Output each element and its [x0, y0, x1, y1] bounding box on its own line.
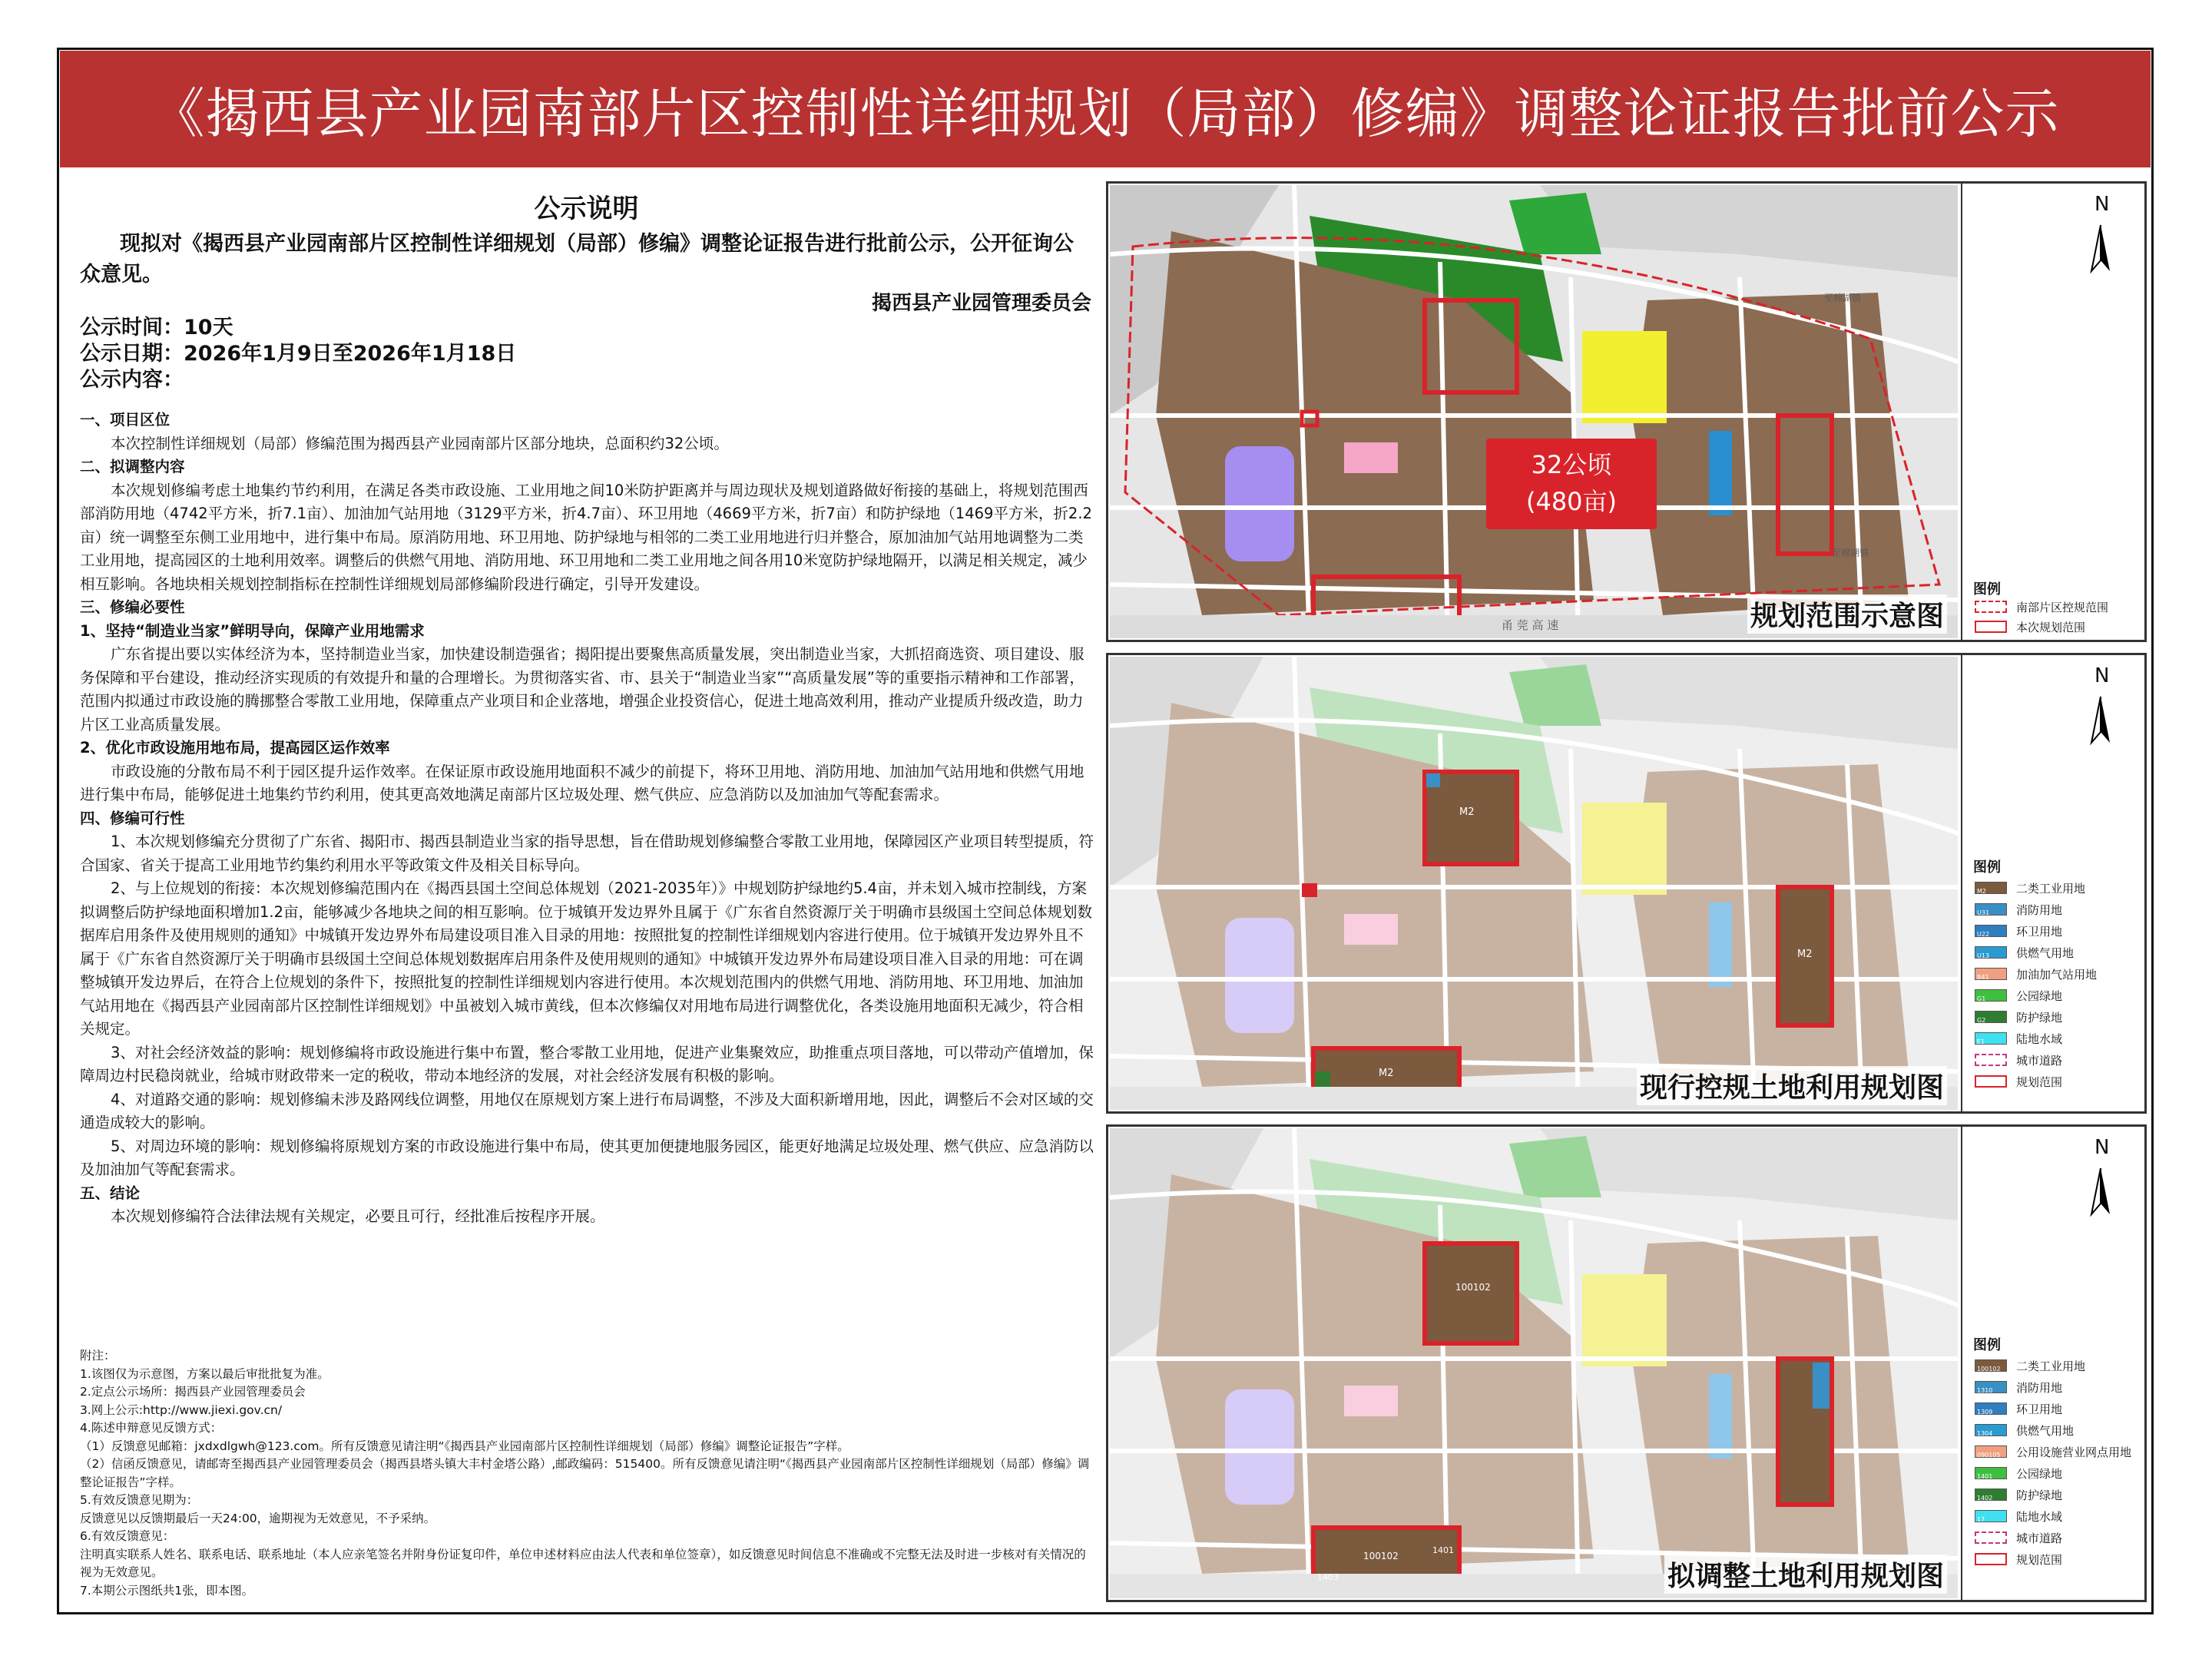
legend-swatch: [1975, 989, 2007, 1002]
section-heading: 一、项目区位: [80, 411, 171, 429]
section-text: 本次控制性详细规划（局部）修编范围为揭西县产业园南部片区部分地块，总面积约32公顷。: [111, 434, 729, 452]
subsection-heading: 1、坚持“制造业当家”鲜明导向，保障产业用地需求: [80, 621, 425, 640]
legend-label: 陆地水域: [2016, 1509, 2063, 1524]
legend-label: 供燃气用地: [2016, 945, 2075, 960]
legend-code: U31: [1977, 909, 1990, 916]
legend-item: [1975, 1486, 2062, 1503]
legend-code: 100102: [1977, 1366, 2001, 1373]
map-proposed[interactable]: [1110, 1128, 1958, 1598]
legend-label: 公园绿地: [2016, 988, 2063, 1003]
legend-label: 二类工业用地: [2016, 1359, 2086, 1373]
note-line: （1）反馈意见邮箱：jxdxdlgwh@123.com。所有反馈意见请注明“《揭西县产业园南部片区控制性详细规划（局部）修编》调整论证报告”字样。: [80, 1439, 849, 1453]
legend-swatch: [1975, 882, 2007, 894]
legend-label: 公用设施营业网点用地: [2016, 1445, 2132, 1459]
legend-item: [1975, 922, 2062, 939]
legend-scope: [1961, 184, 2144, 640]
section-text: 4、对道路交通的影响：规划修编未涉及路网线位调整，用地仅在原规划方案上进行布局调整，不涉及大面积新增用地，因此，调整后不会对区域的交通造成较大的影响。: [80, 1090, 1094, 1131]
legend-swatch: [1975, 621, 2007, 633]
legend-swatch: [1975, 1445, 2007, 1458]
parcel-label: M2: [1459, 806, 1475, 818]
callout-area: 32公顷: [1531, 450, 1612, 479]
legend-item: [1975, 1465, 2062, 1482]
legend-code: 1304: [1977, 1430, 1993, 1437]
note-line: 注明真实联系人姓名、联系电话、联系地址（本人应亲笔签名并附身份证复印件，单位申述材料应由法人代表和单位签章），如反馈意见时间信息不准确或不完整无法及时进一步核对有关情况的视为无效意见。: [80, 1547, 1086, 1579]
legend-title: 图例: [1973, 1337, 2001, 1353]
map-proposed-drawing: [1110, 1128, 1958, 1598]
legend-label: 环卫用地: [2016, 1402, 2063, 1416]
section-text: 本次规划修编考虑土地集约节约利用，在满足各类市政设施、工业用地之间10米防护距离并与周边现状及规划道路做好衔接的基础上，将规划范围西部消防用地（4742平方米，折7.1亩）、加油加气站用地（3129平方米，折4.7亩）、环卫用地（4669平方米，折7亩）和防护绿地（1469平方米，折2.2亩）统一调整至东侧工业用地中，进行集中布局。原消防用地、环卫用地、防护绿地与相邻的二类工业用地进行归并整合，原加油加气站用地调整为二类工业用地，提高园区的土地利用效率。调整后的供燃气用地、消防用地、环卫用地和二类工业用地之间各用10米宽防护绿地隔开，以满足相关规定，减少相互影响。各地块相关规划控制指标在控制性详细规划局部修编阶段进行确定，引导开发建设。: [80, 481, 1092, 593]
legend-current: [1961, 655, 2144, 1111]
north-label: N: [2094, 664, 2110, 687]
legend-swatch: [1975, 925, 2007, 937]
legend-swatch: [1975, 1467, 2007, 1479]
parcel-label: 1401: [1432, 1545, 1454, 1555]
section-text: 3、对社会经济效益的影响：规划修编将市政设施进行集中布置，整合零散工业用地，促进产业集聚效应，助推重点项目落地，可以带动产值增加，保障周边村民稳岗就业，给城市财政带来一定的税收，带动本地经济的发展，对社会经济发展有积极的影响。: [80, 1043, 1094, 1084]
legend-code: 17: [1977, 1516, 1985, 1523]
map-current[interactable]: [1110, 657, 1958, 1110]
legend-label: 环卫用地: [2016, 924, 2063, 939]
north-label: N: [2094, 1136, 2110, 1159]
legend-item: [1975, 1529, 2062, 1546]
note-line: 6.有效反馈意见：: [80, 1529, 175, 1543]
notice-org: 揭西县产业园管理委员会: [871, 292, 1091, 315]
legend-item: [1975, 901, 2062, 918]
map-panel-scope: [1106, 181, 2147, 642]
page-title: 《揭西县产业园南部片区控制性详细规划（局部）修编》调整论证报告批前公示: [151, 81, 2060, 145]
legend-title: 图例: [1973, 859, 2001, 876]
legend-item: [1975, 1400, 2062, 1417]
notice-intro: 现拟对《揭西县产业园南部片区控制性详细规划（局部）修编》调整论证报告进行批前公示，公开征询公众意见。: [80, 232, 1074, 286]
parcel-label: 100102: [1455, 1282, 1491, 1293]
legend-item: [1975, 944, 2074, 961]
legend-item: [1975, 1422, 2074, 1439]
legend-item: [1975, 965, 2097, 982]
legend-swatch: [1975, 1532, 2007, 1544]
subsection-heading: 2、优化市政设施用地布局，提高园区运作效率: [80, 739, 390, 757]
parcel-label: M2: [1379, 1068, 1394, 1079]
section-heading: 二、拟调整内容: [80, 458, 185, 475]
section-text: 市政设施的分散布局不利于园区提升运作效率。在保证原市政设施用地面积不减少的前提下，将环卫用地、消防用地、加油加气站用地和供燃气用地进行集中布局，能够促进土地集约节约利用，使其更高效地满足南部片区垃圾处理、燃气供应、应急消防以及加油加气等配套需求。: [80, 762, 1084, 803]
legend-label: 消防用地: [2016, 902, 2063, 917]
note-line: （2）信函反馈意见，请邮寄至揭西县产业园管理委员会（揭西县塔头镇大丰村金塔公路）,邮政编码：515400。所有反馈意见请注明“《揭西县产业园南部片区控制性详细规划（局部）修编》调整论证报告”字样。: [80, 1457, 1090, 1489]
legend-swatch: [1975, 968, 2007, 980]
section-heading: 五、结论: [80, 1184, 141, 1202]
legend-code: G2: [1977, 1017, 1986, 1024]
legend-label: 公园绿地: [2016, 1466, 2063, 1481]
legend-swatch: [1975, 1381, 2007, 1393]
legend-code: U13: [1977, 952, 1990, 959]
legend-code: 1309: [1977, 1409, 1993, 1416]
legend-code: U22: [1977, 931, 1990, 938]
map-scope-title: 规划范围示意图: [1747, 594, 1947, 634]
expressway-label: 甬 莞 高 速: [1502, 618, 1559, 632]
map-scope[interactable]: [1110, 185, 1958, 638]
legend-swatch: [1975, 1402, 2007, 1415]
note-line: 2.定点公示场所：揭西县产业园管理委员会: [80, 1385, 306, 1399]
map-panel-proposed: [1106, 1124, 2147, 1602]
legend-item: 南部片区控规范围: [1975, 598, 2108, 615]
area-callout: [1486, 439, 1657, 529]
legend-item: [1975, 1379, 2062, 1396]
note-line: 3.网上公示:http://www.jiexi.gov.cn/: [80, 1402, 283, 1417]
legend-code: 090105: [1977, 1452, 2001, 1459]
notice-body: [80, 409, 1095, 1229]
north-label: N: [2094, 193, 2110, 216]
legend-item: [1975, 879, 2085, 896]
legend-item: [1975, 1008, 2062, 1025]
title-banner: [60, 51, 2151, 167]
notice-dates: 公示日期：2026年1月9日至2026年1月18日: [80, 342, 517, 366]
legend-swatch: [1975, 1011, 2007, 1023]
legend-label: 供燃气用地: [2016, 1423, 2075, 1438]
legend-swatch: [1975, 1424, 2007, 1436]
map-proposed-title: 拟调整土地利用规划图: [1664, 1555, 1947, 1594]
legend-item: [1975, 1443, 2131, 1460]
legend-item: [1975, 1357, 2085, 1374]
town-label: 至棉湖镇: [1824, 293, 1862, 303]
legend-swatch: [1975, 1054, 2007, 1066]
legend-item: [1975, 1508, 2062, 1525]
note-line: 附注：: [80, 1349, 116, 1363]
legend-item: [1975, 1551, 2062, 1568]
map-panel-current: [1106, 653, 2147, 1114]
legend-swatch: [1975, 1032, 2007, 1045]
legend-code: 1402: [1977, 1495, 1993, 1502]
callout-mu: (480亩): [1525, 487, 1618, 516]
section-text: 广东省提出要以实体经济为本，坚持制造业当家，加快建设制造强省；揭阳提出要聚焦高质量发展，突出制造业当家，大抓招商选资、项目建设、服务保障和平台建设，推动经济实现质的有效提升和量的合理增长。为贯彻落实省、市、县关于“制造业当家”“高质量发展”等的重要指示精神和工作部署，范围内拟通过市政设施的腾挪整合零散工业用地，保障重点产业项目和企业落地，增强企业投资信心，促进土地高效利用，推动产业提质升级改造，助力片区工业高质量发展。: [80, 645, 1084, 733]
legend-code: B41: [1977, 974, 1989, 981]
notice-duration: 公示时间：10天: [80, 316, 233, 339]
legend-code: 1310: [1977, 1387, 1993, 1394]
legend-swatch: [1975, 1553, 2007, 1565]
section-text: 本次规划修编符合法律法规有关规定，必要且可行，经批准后按程序开展。: [111, 1207, 605, 1225]
legend-code: 1401: [1977, 1473, 1993, 1480]
map-current-drawing: [1110, 657, 1958, 1110]
legend-swatch: [1975, 1075, 2007, 1088]
legend-swatch: [1975, 903, 2007, 916]
maps-column: [1106, 178, 2151, 1607]
legend-proposed: [1961, 1127, 2144, 1600]
legend-item: [1975, 1030, 2062, 1047]
parcel-label: 100102: [1363, 1551, 1399, 1561]
legend-swatch: [1975, 1359, 2007, 1372]
map-scope-drawing: [1110, 185, 1958, 638]
legend-label: 加油加气站用地: [2016, 967, 2098, 982]
legend-label: 规划范围: [2016, 1552, 2063, 1567]
notes-block: [80, 1347, 1095, 1600]
map-current-title: 现行控规土地利用规划图: [1637, 1066, 1947, 1105]
legend-item: [1975, 1051, 2062, 1068]
legend-swatch: [1975, 601, 2007, 613]
legend-code: E1: [1977, 1038, 1985, 1045]
notice-column: [74, 178, 1099, 1599]
legend-label: 城市道路: [2016, 1531, 2063, 1545]
section-text: 2、与上位规划的衔接：本次规划修编范围内在《揭西县国土空间总体规划（2021-2035年）》中规划防护绿地约5.4亩，并未划入城市控制线，方案拟调整后防护绿地面积增加1.2亩，能够减少各地块之间的相互影响。位于城镇开发边界外且属于《广东省自然资源厅关于明确市县级国土空间总体规划数据库启用条件及使用规则的通知》中城镇开发边界外布局建设项目准入目录的用地：按照批复的控制性详细规划内容进行使用。位于城镇开发边界外且不属于《广东省自然资源厅关于明确市县级国土空间总体规划数据库启用条件及使用规则的通知》中城镇开发边界外布局建设项目准入目录的用地：可在调整城镇开发边界后，在符合上位规划的条件下，按照批复的控制性详细规划内容进行使用。本次规划范围内的供燃气用地、消防用地、环卫用地、加油加气站用地在《揭西县产业园南部片区控制性详细规划》中虽被划入城市黄线，但本次修编仅对用地布局进行调整优化，各类设施用地面积无减少，符合相关规定。: [80, 879, 1093, 1038]
legend-swatch: [1975, 946, 2007, 959]
notice-content-label: 公示内容：: [80, 368, 184, 392]
notice-title: 公示说明: [534, 194, 639, 224]
legend-code: G1: [1977, 995, 1986, 1002]
legend-label: 二类工业用地: [2016, 881, 2086, 896]
legend-swatch: [1975, 1510, 2007, 1522]
legend-label: 防护绿地: [2016, 1488, 2063, 1502]
section-text: 5、对周边环境的影响：规划修编将原规划方案的市政设施进行集中布局，使其更加便捷地服务园区，能更好地满足垃圾处理、燃气供应、应急消防以及加油加气等配套需求。: [80, 1137, 1094, 1178]
section-text: 1、本次规划修编充分贯彻了广东省、揭阳市、揭西县制造业当家的指导思想，旨在借助规划修编整合零散工业用地，保障园区产业项目转型提质，符合国家、省关于提高工业用地节约集约利用水平等政策文件及相关目标导向。: [80, 833, 1094, 874]
note-line: 1.该图仅为示意图，方案以最后审批批复为准。: [80, 1366, 329, 1381]
note-line: 4.陈述申辩意见反馈方式：: [80, 1421, 223, 1435]
section-heading: 四、修编可行性: [80, 809, 185, 827]
legend-label: 规划范围: [2016, 1075, 2063, 1089]
note-line: 5.有效反馈意见期为：: [80, 1493, 199, 1507]
town-label: 至棉湖镇: [1832, 548, 1869, 558]
parcel-label: M2: [1797, 949, 1813, 960]
legend-label: 防护绿地: [2016, 1010, 2063, 1025]
legend-label: 城市道路: [2016, 1053, 2063, 1068]
parcel-label: 1403: [1317, 1572, 1339, 1582]
legend-swatch: [1975, 1488, 2007, 1501]
legend-item: [1975, 1073, 2062, 1090]
legend-title: 图例: [1973, 581, 2001, 598]
note-line: 7.本期公示图纸共1张，即本图。: [80, 1583, 254, 1598]
legend-code: M2: [1977, 888, 1986, 895]
legend-item: 本次规划范围: [1975, 618, 2085, 635]
legend-label: 陆地水域: [2016, 1031, 2063, 1046]
note-line: 反馈意见以反馈期最后一天24:00，逾期视为无效意见，不予采纳。: [80, 1511, 436, 1525]
legend-label: 消防用地: [2016, 1380, 2063, 1395]
legend-item: [1975, 987, 2062, 1004]
section-heading: 三、修编必要性: [80, 598, 185, 616]
